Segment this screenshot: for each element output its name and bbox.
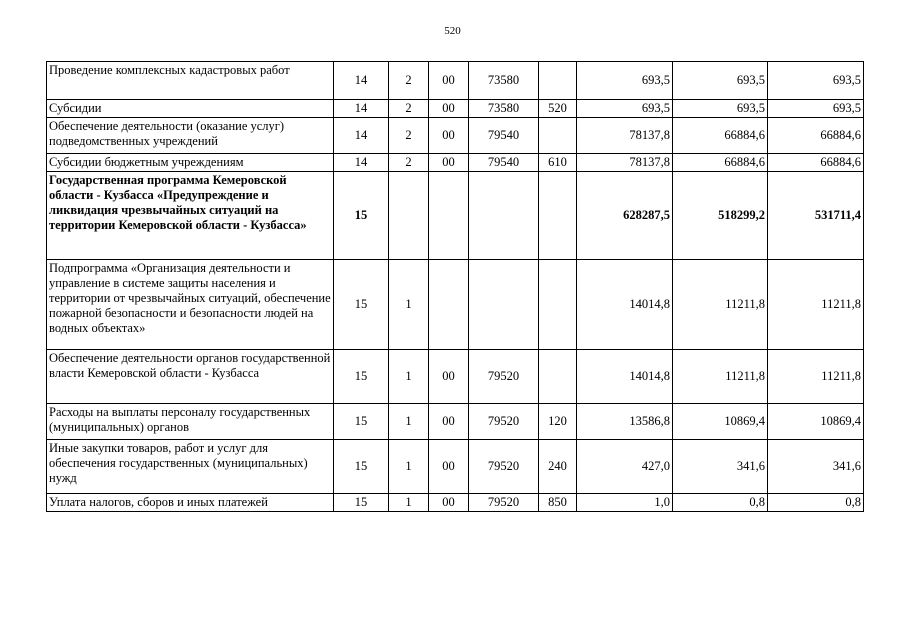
amount-year-2: 11211,8 (673, 350, 768, 404)
amount-year-2: 518299,2 (673, 172, 768, 260)
table-body (47, 62, 864, 512)
amount-year-3: 341,6 (768, 440, 864, 494)
program-code (429, 260, 469, 350)
expense-type-code (539, 62, 577, 100)
budget-table (46, 61, 864, 512)
table-row (47, 100, 864, 118)
amount-year-1: 427,0 (577, 440, 673, 494)
section-code: 14 (334, 118, 389, 154)
row-name: Иные закупки товаров, работ и услуг для обеспечения государственных (муниципальных) нужд (47, 440, 334, 494)
subsection-code: 2 (389, 62, 429, 100)
expense-type-code: 610 (539, 154, 577, 172)
table-row (47, 404, 864, 440)
program-code: 00 (429, 118, 469, 154)
direction-code: 79540 (469, 118, 539, 154)
program-code: 00 (429, 494, 469, 512)
amount-year-3: 531711,4 (768, 172, 864, 260)
expense-type-code: 850 (539, 494, 577, 512)
direction-code (469, 260, 539, 350)
program-code: 00 (429, 100, 469, 118)
direction-code: 79520 (469, 404, 539, 440)
direction-code: 73580 (469, 100, 539, 118)
expense-type-code (539, 260, 577, 350)
row-name: Расходы на выплаты персоналу государственных (муниципальных) органов (47, 404, 334, 440)
table-row (47, 154, 864, 172)
amount-year-2: 341,6 (673, 440, 768, 494)
subsection-code: 2 (389, 154, 429, 172)
amount-year-2: 693,5 (673, 100, 768, 118)
subsection-code: 1 (389, 494, 429, 512)
direction-code: 79520 (469, 494, 539, 512)
expense-type-code: 240 (539, 440, 577, 494)
page-number: 520 (444, 25, 461, 37)
amount-year-2: 11211,8 (673, 260, 768, 350)
amount-year-2: 66884,6 (673, 118, 768, 154)
direction-code (469, 172, 539, 260)
amount-year-2: 693,5 (673, 62, 768, 100)
section-code: 15 (334, 404, 389, 440)
program-code: 00 (429, 154, 469, 172)
section-code: 15 (334, 494, 389, 512)
direction-code: 79520 (469, 350, 539, 404)
direction-code: 79520 (469, 440, 539, 494)
row-name: Уплата налогов, сборов и иных платежей (47, 494, 334, 512)
expense-type-code (539, 118, 577, 154)
row-name: Государственная программа Кемеровской области - Кузбасса «Предупреждение и ликвидация чрезвычайных ситуаций на территории Кемеровской области - Кузбасса» (47, 172, 334, 260)
table-row (47, 494, 864, 512)
amount-year-1: 1,0 (577, 494, 673, 512)
row-name: Субсидии бюджетным учреждениям (47, 154, 334, 172)
direction-code: 79540 (469, 154, 539, 172)
amount-year-2: 0,8 (673, 494, 768, 512)
expense-type-code (539, 172, 577, 260)
table-row (47, 260, 864, 350)
row-name: Субсидии (47, 100, 334, 118)
table-row (47, 62, 864, 100)
amount-year-3: 693,5 (768, 100, 864, 118)
subsection-code: 1 (389, 260, 429, 350)
section-code: 14 (334, 62, 389, 100)
subsection-code: 1 (389, 404, 429, 440)
subsection-code: 2 (389, 118, 429, 154)
amount-year-1: 628287,5 (577, 172, 673, 260)
program-code: 00 (429, 62, 469, 100)
subsection-code (389, 172, 429, 260)
section-code: 15 (334, 172, 389, 260)
amount-year-3: 66884,6 (768, 154, 864, 172)
program-code: 00 (429, 350, 469, 404)
section-code: 14 (334, 154, 389, 172)
amount-year-3: 11211,8 (768, 260, 864, 350)
subsection-code: 1 (389, 440, 429, 494)
expense-type-code (539, 350, 577, 404)
amount-year-1: 693,5 (577, 62, 673, 100)
section-code: 15 (334, 350, 389, 404)
amount-year-1: 14014,8 (577, 350, 673, 404)
subsection-code: 1 (389, 350, 429, 404)
row-name: Проведение комплексных кадастровых работ (47, 62, 334, 100)
amount-year-1: 13586,8 (577, 404, 673, 440)
expense-type-code: 120 (539, 404, 577, 440)
program-code: 00 (429, 440, 469, 494)
amount-year-3: 0,8 (768, 494, 864, 512)
amount-year-1: 78137,8 (577, 118, 673, 154)
section-code: 15 (334, 440, 389, 494)
expense-type-code: 520 (539, 100, 577, 118)
amount-year-3: 66884,6 (768, 118, 864, 154)
direction-code: 73580 (469, 62, 539, 100)
section-code: 14 (334, 100, 389, 118)
amount-year-1: 693,5 (577, 100, 673, 118)
amount-year-2: 10869,4 (673, 404, 768, 440)
row-name: Подпрограмма «Организация деятельности и управление в системе защиты населения и территории от чрезвычайных ситуаций, обеспечение пожарной безопасности и безопасности людей на водных объектах» (47, 260, 334, 350)
amount-year-2: 66884,6 (673, 154, 768, 172)
subsection-code: 2 (389, 100, 429, 118)
amount-year-3: 10869,4 (768, 404, 864, 440)
amount-year-1: 14014,8 (577, 260, 673, 350)
row-name: Обеспечение деятельности (оказание услуг) подведомственных учреждений (47, 118, 334, 154)
program-code: 00 (429, 404, 469, 440)
table-row (47, 350, 864, 404)
program-code (429, 172, 469, 260)
amount-year-3: 693,5 (768, 62, 864, 100)
row-name: Обеспечение деятельности органов государственной власти Кемеровской области - Кузбасса (47, 350, 334, 404)
amount-year-3: 11211,8 (768, 350, 864, 404)
amount-year-1: 78137,8 (577, 154, 673, 172)
table-row (47, 172, 864, 260)
section-code: 15 (334, 260, 389, 350)
table-row (47, 440, 864, 494)
table-row (47, 118, 864, 154)
